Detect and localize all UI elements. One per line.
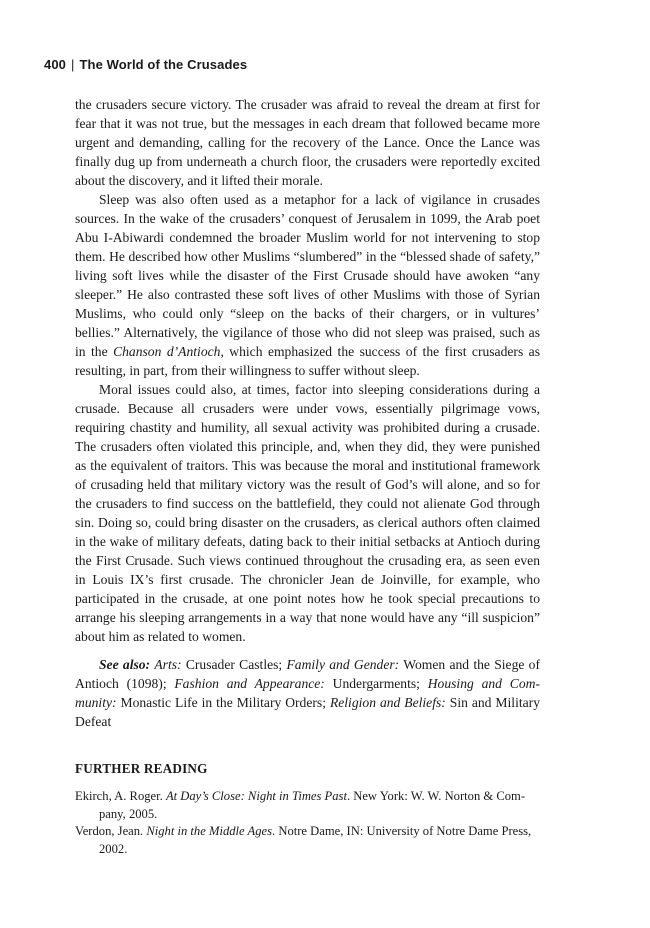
body-text [75, 95, 540, 858]
see-also-paragraph [75, 655, 540, 731]
reference-item [75, 788, 540, 823]
text-run: . Notre Dame, IN: University of Notre Dame Press, 2002. [99, 824, 532, 856]
text-run: Verdon, Jean. [75, 824, 147, 838]
text-run: , which emphasized the success of the first crusaders as resulting, in part, from their willingness to suffer without sleep. [75, 344, 540, 378]
paragraph [75, 95, 540, 190]
italic-text: Family and Gender: [286, 657, 400, 672]
italic-text: Fashion and Appearance: [174, 676, 325, 691]
text-run: Moral issues could also, at times, factor into sleeping considerations during a crusade. Because all crusaders were under vows, essentially pilgrimage vows, requiring chastity and humility, all sexual activity was prohibited during a crusade. The crusaders often violated this principle, and, when they did, they were punished as the equivalent of traitors. This was because the moral and institutional framework of crusading held that military victory was the result of God’s will alone, and so for the crusaders to find success on the battlefield, they could not alienate God through sin. Doing so, could bring disaster on the crusaders, as clerical authors often claimed in the wake of military defeats, dating back to their initial setbacks at Antioch during the First Crusade. Such views continued throughout the crusading era, as seen even in Louis IX’s first crusade. The chronicler Jean de Joinville, for example, who participated in the crusade, at one point notes how he took special precautions to arrange his sleeping arrangements in a way that none would have any “ill suspicion” about him as related to women. [75, 382, 540, 644]
text-run: Ekirch, A. Roger. [75, 789, 166, 803]
italic-text: Housing and Community: [75, 676, 540, 710]
text-run: Sleep was also often used as a metaphor for a lack of vigilance in crusades sources. In the wake of the crusaders’ conquest of Jerusalem in 1099, the Arab poet Abu I-Abiwardi condemned the broader Muslim world for not intervening to stop them. He described how other Muslims “slumbered” in the “blessed shade of safety,” living soft lives while the disaster of the First Crusade should have awoken “any sleeper.” He also contrasted these soft lives of other Muslims with those of Syrian Muslims, who could only “sleep on the backs of their chargers, or in vultures’ bellies.” Alternatively, the vigilance of those who did not sleep was praised, such as in the [75, 192, 540, 359]
book-title: The World of the Crusades [79, 57, 248, 72]
text-run: Sin and Military Defeat [75, 695, 540, 729]
italic-text: Arts: [154, 657, 182, 672]
further-reading-heading: FURTHER READING [75, 761, 208, 776]
italic-text: Night in the Middle Ages [146, 824, 273, 838]
reference-item [75, 823, 540, 858]
text-run: Undergarments; [324, 676, 428, 691]
text-run: Monastic Life in the Military Orders; [116, 695, 330, 710]
see-also-label: See also: [99, 657, 151, 672]
header-separator: | [71, 57, 75, 72]
text-run: the crusaders secure victory. The crusader was afraid to reveal the dream at first for fear that it was not true, but the messages in each dream that followed became more urgent and demanding, calling for the recovery of the Lance. Once the Lance was finally dug up from underneath a church floor, the crusaders were reportedly excited about the discovery, and it lifted their morale. [75, 97, 540, 188]
italic-text: At Day’s Close: Night in Times Past [165, 789, 347, 803]
italic-text: Religion and Beliefs: [329, 695, 446, 710]
text-run: . New York: W. W. Norton & Company, 2005. [99, 789, 526, 821]
italic-text: Chanson d’Antioch [113, 344, 221, 359]
page-number: 400 [44, 57, 66, 72]
text-run: Crusader Castles; [181, 657, 287, 672]
running-header [44, 57, 247, 72]
text-run: Women and the Siege of Antioch (1098); [75, 657, 541, 691]
paragraph [75, 190, 540, 380]
reference-list [75, 788, 540, 858]
paragraph [75, 380, 540, 646]
